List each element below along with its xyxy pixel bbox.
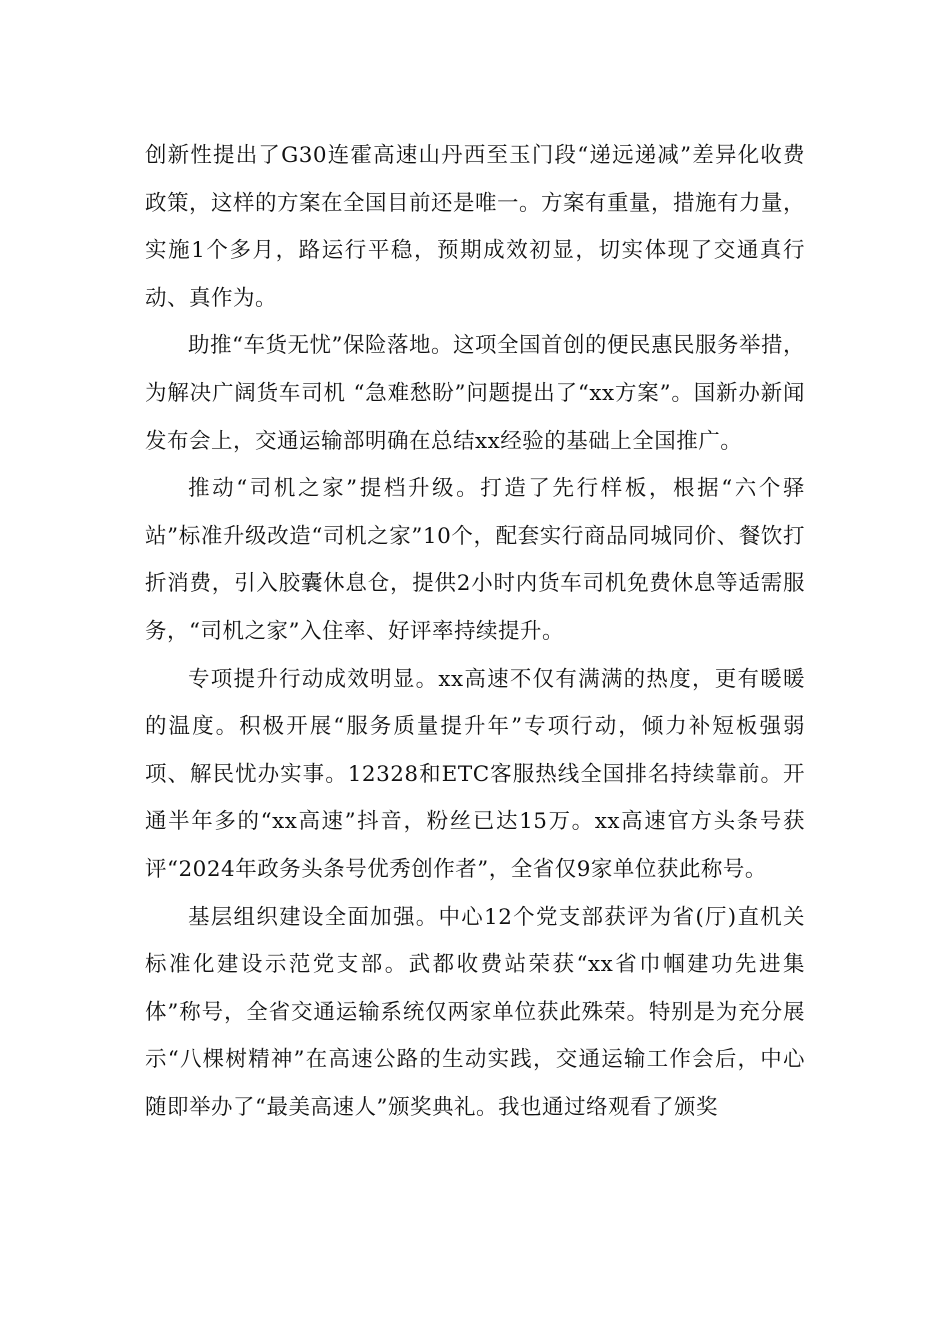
paragraph-special-action: 专项提升行动成效明显。xx高速不仅有满满的热度，更有暖暖的温度。积极开展“服务质量提升年”专项行动，倾力补短板强弱项、解民忧办实事。12328和ETC客服热线全国排名持续靠前。开通半年多的“xx高速”抖音，粉丝已达15万。xx高速官方头条号获评“2024年政务头条号优秀创作者”，全省仅9家单位获此称号。 (145, 666, 805, 882)
document-body (145, 132, 805, 1131)
paragraph-insurance: 助推“车货无忧”保险落地。这项全国首创的便民惠民服务举措，为解决广阔货车司机 “急难愁盼”问题提出了“xx方案”。国新办新闻发布会上，交通运输部明确在总结xx经验的基础上全国推广。 (145, 333, 805, 454)
paragraph-driver-home: 推动“司机之家”提档升级。打造了先行样板，根据“六个驿站”标准升级改造“司机之家”10个，配套实行商品同城同价、餐饮打折消费，引入胶囊休息仓，提供2小时内货车司机免费休息等适需服务，“司机之家”入住率、好评率持续提升。 (145, 476, 805, 644)
paragraph-grassroots: 基层组织建设全面加强。中心12个党支部获评为省(厅)直机关标准化建设示范党支部。武都收费站荣获“xx省巾帼建功先进集体”称号，全省交通运输系统仅两家单位获此殊荣。特别是为充分展示“八棵树精神”在高速公路的生动实践，交通运输工作会后，中心随即举办了“最美高速人”颁奖典礼。我也通过络观看了颁奖 (145, 904, 805, 1120)
paragraph-continuation: 创新性提出了G30连霍高速山丹西至玉门段“递远递减”差异化收费政策，这样的方案在全国目前还是唯一。方案有重量，措施有力量，实施1个多月，路运行平稳，预期成效初显，切实体现了交通真行动、真作为。 (145, 143, 806, 311)
